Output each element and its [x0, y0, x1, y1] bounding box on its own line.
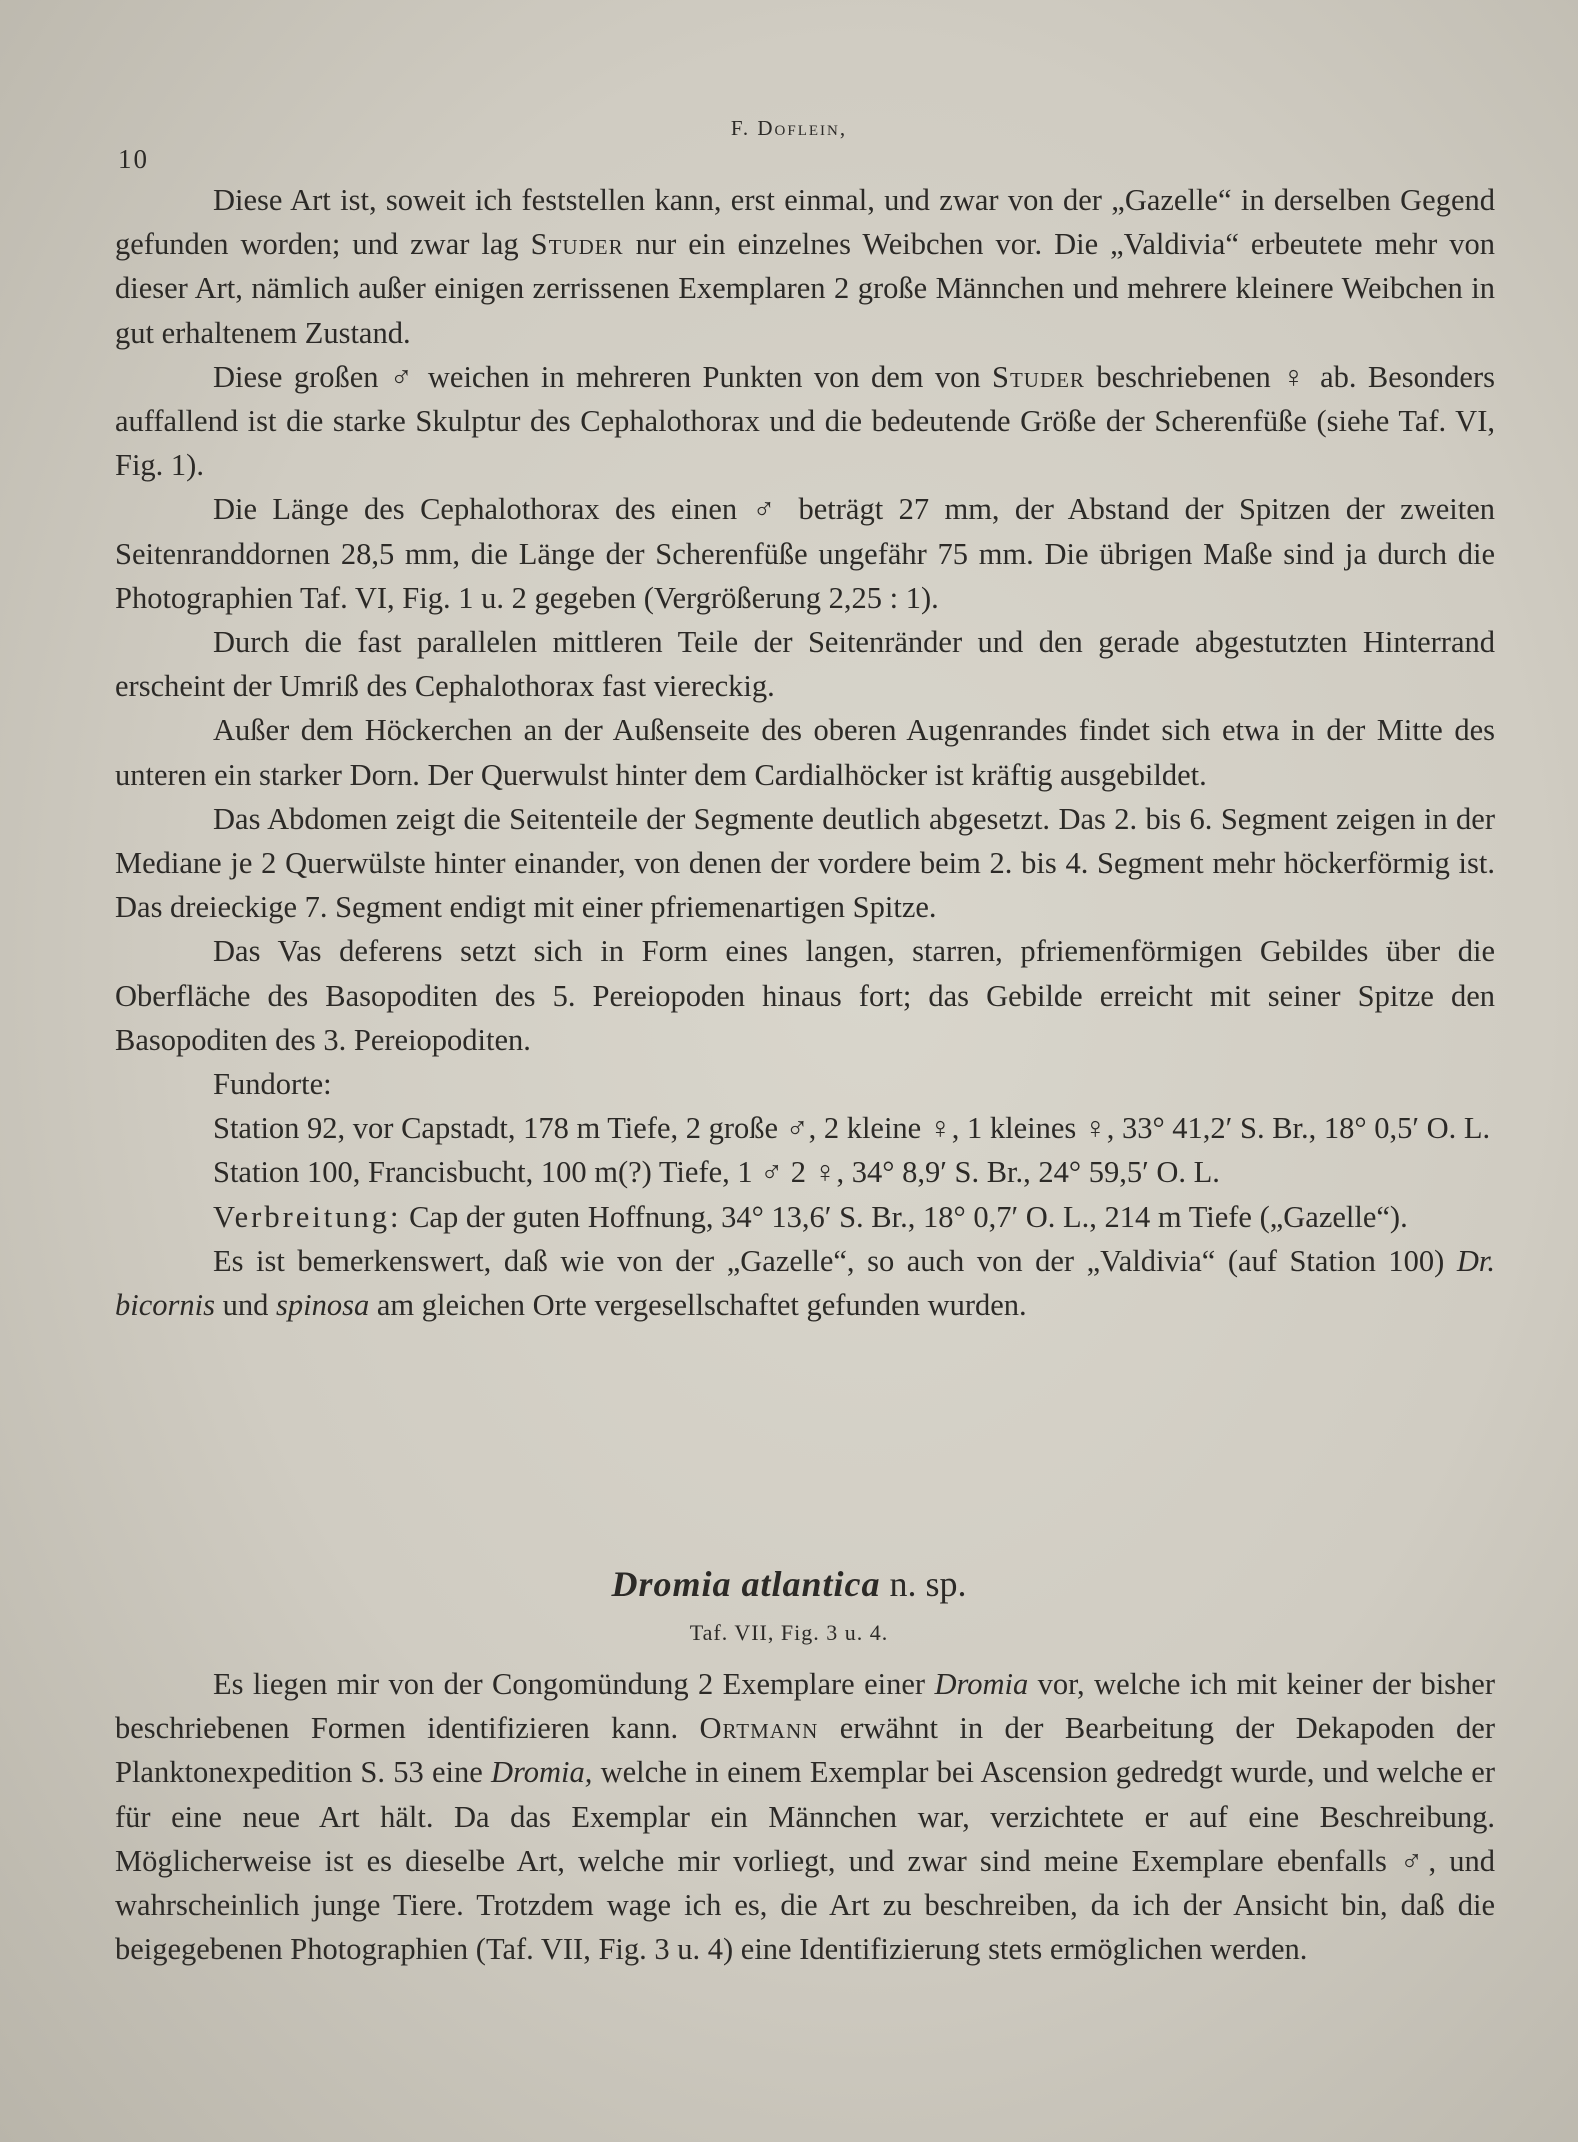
running-head: F. Doflein, — [730, 116, 848, 140]
text-run: Es ist bemerkenswert, daß wie von der „Gazelle“, so auch von der „Valdivia“ (auf Station 100) — [213, 1243, 1457, 1278]
plate-reference: Taf. VII, Fig. 3 u. 4. — [689, 1620, 889, 1645]
text-run: beschriebenen ♀ ab. Besonders auffallend ist die starke Skulptur des Cephalothorax und die bedeutende Größe der Scherenfüße (siehe Taf. VI, Fig. 1). — [115, 359, 1495, 483]
page-number: 10 — [118, 144, 149, 174]
author-name: Ortmann — [699, 1711, 819, 1746]
text-run: am gleichen Orte vergesellschaftet gefunden wurden. — [369, 1288, 1027, 1323]
text-run: Es liegen mir von der Congomündung 2 Exemplare einer — [213, 1667, 935, 1701]
title-suffix: n. sp. — [880, 1564, 967, 1604]
section-dromia-atlantica-text — [115, 1662, 1495, 1971]
text-run: vor, welche ich mit keiner der bisher beschriebenen Formen identifizieren kann. — [115, 1667, 1495, 1746]
text-run: Diese großen ♂ weichen in mehreren Punkten von dem von — [213, 359, 992, 394]
paragraph — [115, 1239, 1495, 1327]
paragraph — [115, 1662, 1495, 1971]
paragraph — [115, 355, 1495, 488]
species-name: Dr. bicornis — [115, 1243, 1495, 1323]
section-dromia-species-text — [115, 178, 1495, 1327]
text-run: Diese Art ist, soweit ich feststellen kann, erst einmal, und zwar von der „Gazelle“ in derselben Gegend gefunden worden; und zwar lag — [115, 183, 1495, 262]
species-name: spinosa — [275, 1288, 370, 1323]
text-run: erwähnt in der Bearbeitung der Dekapoden der Planktonexpedition S. 53 eine — [115, 1711, 1495, 1790]
author-name: Studer — [991, 359, 1085, 394]
station-entry: Station 92, vor Capstadt, 178 m Tiefe, 2 große ♂, 2 kleine ♀, 1 kleines ♀, 33° 41,2′ S. Br., 18° 0,5′ O. L. — [213, 1111, 1491, 1146]
paragraph — [115, 178, 1495, 355]
fundorte-heading: Fundorte: — [213, 1067, 332, 1102]
text-run: nur ein einzelnes Weibchen vor. Die „Valdivia“ erbeutete mehr von dieser Art, nämlich außer einigen zerrissenen Exemplaren 2 große Männchen und mehrere kleinere Weibchen in gut erhaltenem Zustand. — [115, 227, 1495, 350]
paragraph: Das Abdomen zeigt die Seitenteile der Segmente deutlich abgesetzt. Das 2. bis 6. Segment zeigen in der Mediane je 2 Querwülste hinter einander, von denen der vordere beim 2. bis 4. Segment mehr höckerförmig ist. Das dreieckige 7. Segment endigt mit einer pfriemenartigen Spitze. — [115, 801, 1495, 925]
species-title: Dromia atlantica — [611, 1564, 881, 1604]
distribution-paragraph — [115, 1195, 1495, 1239]
distribution-label: Verbreitung: — [213, 1199, 402, 1234]
station-entry: Station 100, Francisbucht, 100 m(?) Tiefe, 1 ♂ 2 ♀, 34° 8,9′ S. Br., 24° 59,5′ O. L. — [213, 1155, 1220, 1190]
genus-name: Dromia — [934, 1667, 1029, 1701]
genus-name: Dromia, — [490, 1755, 593, 1790]
text-run: und — [214, 1288, 276, 1323]
paragraph: Durch die fast parallelen mittleren Teile der Seitenränder und den gerade abgestutzten Hinterrand erscheint der Umriß des Cephalothorax fast viereckig. — [115, 625, 1495, 704]
paragraph: Außer dem Höckerchen an der Außenseite des oberen Augenrandes findet sich etwa in der Mitte des unteren ein starker Dorn. Der Querwulst hinter dem Cardialhöcker ist kräftig ausgebildet. — [115, 713, 1495, 792]
text-run: Cap der guten Hoffnung, 34° 13,6′ S. Br., 18° 0,7′ O. L., 214 m Tiefe („Gazelle“). — [401, 1199, 1408, 1234]
paragraph: Das Vas deferens setzt sich in Form eines langen, starren, pfriemenförmigen Gebildes über die Oberfläche des Basopoditen des 5. Pereiopoden hinaus fort; das Gebilde erreicht mit seiner Spitze den Basopoditen des 3. Pereiopoditen. — [115, 934, 1495, 1057]
paragraph: Die Länge des Cephalothorax des einen ♂ beträgt 27 mm, der Abstand der Spitzen der zweiten Seitenranddornen 28,5 mm, die Länge der Scherenfüße ungefähr 75 mm. Die übrigen Maße sind ja durch die Photographien Taf. VI, Fig. 1 u. 2 gegeben (Vergrößerung 2,25 : 1). — [115, 492, 1495, 615]
section-title — [0, 1563, 1578, 1605]
author-name: Studer — [530, 227, 624, 262]
text-run: welche in einem Exemplar bei Ascension gedredgt wurde, und welche er für eine neue Art hält. Da das Exemplar ein Männchen war, verzichtete er auf eine Beschreibung. Möglicherweise ist es dieselbe Art, welche mir vorliegt, und zwar sind meine Exemplare ebenfalls ♂, und wahrscheinlich junge Tiere. Trotzdem wage ich es, die Art zu beschreiben, da ich der Ansicht bin, daß die beigegebenen Photographien (Taf. VII, Fig. 3 u. 4) eine Identifizierung stets ermöglichen werden. — [115, 1755, 1495, 1967]
